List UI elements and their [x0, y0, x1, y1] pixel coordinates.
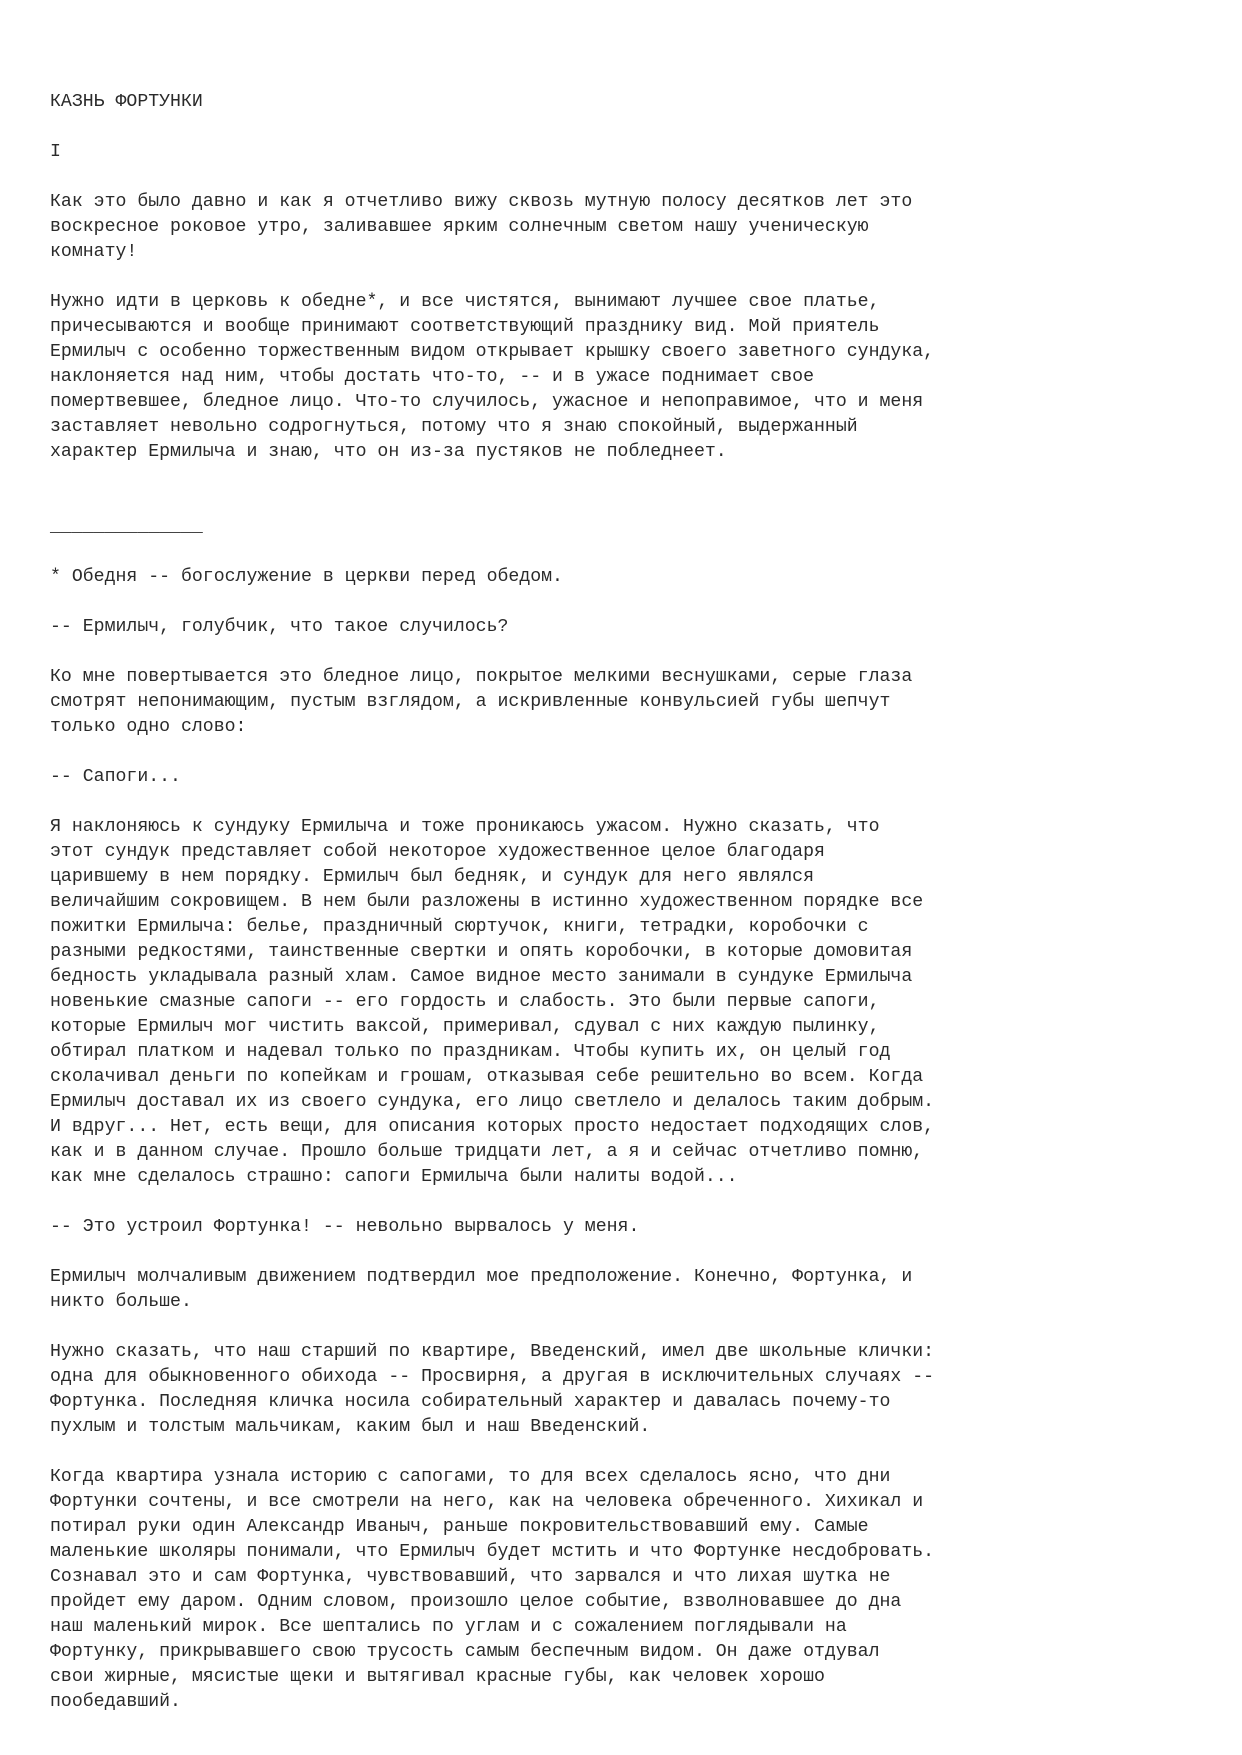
text-line: Нужно идти в церковь к обедне*, и все чистятся, вынимают лучшее свое платье,	[50, 292, 880, 312]
text-line: -- Это устроил Фортунка! -- невольно вырвалось у меня.	[50, 1217, 640, 1237]
paragraph	[50, 815, 1200, 1190]
title-text: КАЗНЬ ФОРТУНКИ	[50, 92, 203, 112]
text-line: Ермилыч доставал их из своего сундука, его лицо светлело и делалось таким добрым.	[50, 1092, 935, 1112]
footnote-text: * Обедня -- богослужение в церкви перед обедом.	[50, 567, 563, 587]
text-line: причесываются и вообще принимают соответствующий празднику вид. Мой приятель	[50, 317, 880, 337]
paragraph	[50, 765, 1200, 790]
text-line: Ермилыч молчаливым движением подтвердил мое предположение. Конечно, Фортунка, и	[50, 1267, 913, 1287]
document-title	[50, 90, 1200, 115]
text-line: Когда квартира узнала историю с сапогами, то для всех сделалось ясно, что дни	[50, 1467, 891, 1487]
text-line: пройдет ему даром. Одним словом, произошло целое событие, взволновавшее до дна	[50, 1592, 902, 1612]
paragraph	[50, 290, 1200, 465]
chapter-number: I	[50, 142, 61, 162]
text-line: пожитки Ермилыча: белье, праздничный сюртучок, книги, тетрадки, коробочки с	[50, 917, 869, 937]
text-line: пухлым и толстым мальчикам, каким был и наш Введенский.	[50, 1417, 651, 1437]
paragraph	[50, 1265, 1200, 1315]
text-line: разными редкостями, таинственные свертки и опять коробочки, в которые домовитая	[50, 942, 913, 962]
footnote	[50, 565, 1200, 590]
paragraph	[50, 665, 1200, 740]
text-line: Фортунка. Последняя кличка носила собирательный характер и давалась почему-то	[50, 1392, 891, 1412]
text-line: Сознавал это и сам Фортунка, чувствовавший, что зарвался и что лихая шутка не	[50, 1567, 891, 1587]
text-line: никто больше.	[50, 1292, 192, 1312]
text-line: только одно слово:	[50, 717, 247, 737]
paragraph	[50, 1465, 1200, 1715]
chapter-heading	[50, 140, 1200, 165]
text-line: -- Сапоги...	[50, 767, 181, 787]
text-line: заставляет невольно содрогнуться, потому что я знаю спокойный, выдержанный	[50, 417, 858, 437]
text-line: И вдруг... Нет, есть вещи, для описания которых просто недостает подходящих слов,	[50, 1117, 935, 1137]
text-line: новенькие смазные сапоги -- его гордость и слабость. Это были первые сапоги,	[50, 992, 880, 1012]
text-line: одна для обыкновенного обихода -- Просвирня, а другая в исключительных случаях --	[50, 1367, 935, 1387]
body-text-before-footnote	[50, 190, 1200, 465]
text-line: бедность укладывала разный хлам. Самое видное место занимали в сундуке Ермилыча	[50, 967, 913, 987]
text-line: сколачивал деньги по копейкам и грошам, отказывая себе решительно во всем. Когда	[50, 1067, 924, 1087]
text-line: как и в данном случае. Прошло больше тридцати лет, а я и сейчас отчетливо помню,	[50, 1142, 924, 1162]
text-line: как мне сделалось страшно: сапоги Ермилыча были налиты водой...	[50, 1167, 738, 1187]
footnote-separator: ______________	[50, 517, 203, 537]
text-line: Нужно сказать, что наш старший по квартире, Введенский, имел две школьные клички:	[50, 1342, 935, 1362]
document-page	[50, 90, 1200, 1740]
text-line: смотрят непонимающим, пустым взглядом, а искривленные конвульсией губы шепчут	[50, 692, 891, 712]
text-line: наклоняется над ним, чтобы достать что-то, -- и в ужасе поднимает свое	[50, 367, 814, 387]
text-line: Фортунку, прикрывавшего свою трусость самым беспечным видом. Он даже отдувал	[50, 1642, 880, 1662]
text-line: характер Ермилыча и знаю, что он из-за пустяков не побледнеет.	[50, 442, 727, 462]
text-line: Как это было давно и как я отчетливо вижу сквозь мутную полосу десятков лет это	[50, 192, 913, 212]
text-line: царившему в нем порядку. Ермилыч был бедняк, и сундук для него являлся	[50, 867, 814, 887]
text-line: потирал руки один Александр Иваныч, раньше покровительствовавший ему. Самые	[50, 1517, 869, 1537]
text-line: маленькие школяры понимали, что Ермилыч будет мстить и что Фортунке несдобровать.	[50, 1542, 935, 1562]
text-line: воскресное роковое утро, заливавшее ярким солнечным светом нашу ученическую	[50, 217, 869, 237]
text-line: Фортунки сочтены, и все смотрели на него, как на человека обреченного. Хихикал и	[50, 1492, 924, 1512]
text-line: которые Ермилыч мог чистить ваксой, примеривал, сдувал с них каждую пылинку,	[50, 1017, 880, 1037]
text-line: величайшим сокровищем. В нем были разложены в истинно художественном порядке все	[50, 892, 924, 912]
text-line: этот сундук представляет собой некоторое художественное целое благодаря	[50, 842, 825, 862]
text-line: пообедавший.	[50, 1692, 181, 1712]
text-line: наш маленький мирок. Все шептались по углам и с сожалением поглядывали на	[50, 1617, 847, 1637]
spacer	[50, 490, 1200, 515]
paragraph	[50, 615, 1200, 640]
text-line: помертвевшее, бледное лицо. Что-то случилось, ужасное и непоправимое, что и меня	[50, 392, 924, 412]
text-line: Ермилыч с особенно торжественным видом открывает крышку своего заветного сундука,	[50, 342, 935, 362]
text-line: свои жирные, мясистые щеки и вытягивал красные губы, как человек хорошо	[50, 1667, 825, 1687]
text-line: -- Ермилыч, голубчик, что такое случилось?	[50, 617, 509, 637]
text-line: Я наклоняюсь к сундуку Ермилыча и тоже проникаюсь ужасом. Нужно сказать, что	[50, 817, 880, 837]
paragraph	[50, 190, 1200, 265]
text-line: Ко мне повертывается это бледное лицо, покрытое мелкими веснушками, серые глаза	[50, 667, 913, 687]
text-line: обтирал платком и надевал только по праздникам. Чтобы купить их, он целый год	[50, 1042, 891, 1062]
paragraph	[50, 1340, 1200, 1440]
text-line: комнату!	[50, 242, 138, 262]
paragraph	[50, 1215, 1200, 1240]
body-text-after-footnote	[50, 615, 1200, 1715]
